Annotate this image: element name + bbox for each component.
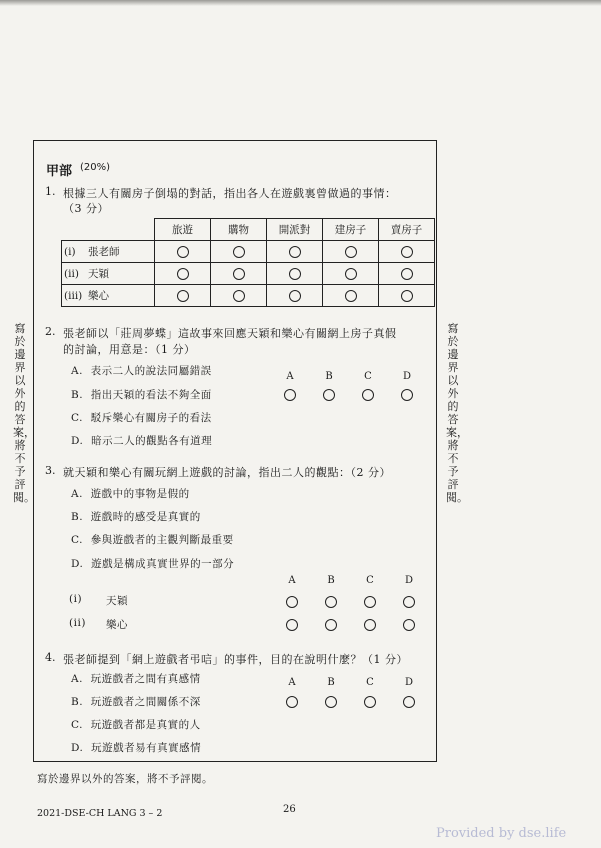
answer-bubble[interactable] xyxy=(289,268,301,280)
q1-text-line2: （3 分） xyxy=(63,202,109,215)
right-margin-note: 寫於邊界以外的答案，將不予評閱。 xyxy=(446,322,468,504)
q1-col-header: 賣房子 xyxy=(379,219,435,241)
answer-cell[interactable] xyxy=(379,241,435,263)
section-weight: (20%) xyxy=(80,162,111,173)
option-key: B. xyxy=(71,511,84,523)
option-text: 指出天穎的看法不夠全面 xyxy=(90,389,212,401)
q3-text: 就天穎和樂心有關玩網上遊戲的討論，指出二人的觀點：（2 分） xyxy=(63,466,391,479)
q4-option-a xyxy=(71,671,201,686)
answer-cell[interactable] xyxy=(211,263,267,285)
answer-cell[interactable] xyxy=(155,241,211,263)
answer-cell[interactable] xyxy=(155,263,211,285)
answer-bubble[interactable] xyxy=(345,246,357,258)
left-margin-note: 寫於邊界以外的答案，將不予評閱。 xyxy=(13,322,35,504)
q1-row-name: 樂心 xyxy=(88,290,109,302)
q1-col-header: 旅遊 xyxy=(155,219,211,241)
option-text: 遊戲是構成真實世界的一部分 xyxy=(91,558,235,570)
answer-cell[interactable] xyxy=(323,263,379,285)
answer-bubble[interactable] xyxy=(323,389,335,401)
q1-number: 1. xyxy=(45,185,56,198)
q1-row-label xyxy=(62,263,155,285)
q3-number: 3. xyxy=(45,464,56,477)
q3-option-d xyxy=(71,556,234,571)
q2-option-c xyxy=(71,410,212,425)
q1-row-num: (i) xyxy=(64,246,76,258)
q1-col-header: 開派對 xyxy=(267,219,323,241)
answer-cell[interactable] xyxy=(323,285,379,307)
q3-row-name: 樂心 xyxy=(106,619,128,631)
q1-text-line1: 根據三人有關房子倒塌的對話，指出各人在遊戲裏曾做過的事情： xyxy=(63,187,397,200)
answer-cell[interactable] xyxy=(155,285,211,307)
answer-bubble[interactable] xyxy=(233,290,245,302)
footer-note: 寫於邊界以外的答案，將不予評閱。 xyxy=(37,773,213,785)
q1-header-blank xyxy=(62,219,155,241)
q3-option-b xyxy=(71,509,201,524)
answer-bubble[interactable] xyxy=(325,596,337,608)
answer-bubble[interactable] xyxy=(364,696,376,708)
answer-letter: A xyxy=(288,677,296,688)
q4-option-b xyxy=(71,694,201,709)
option-key: D. xyxy=(71,742,84,754)
q2-option-d xyxy=(71,433,212,448)
answer-letter: B xyxy=(327,575,335,586)
q1-row-label xyxy=(62,241,155,263)
q2-text-line1: 張老師以「莊周夢蝶」這故事來回應天穎和樂心有關網上房子真假 xyxy=(63,327,397,340)
answer-letter: A xyxy=(286,371,294,382)
q1-header-row xyxy=(62,219,435,241)
option-text: 玩遊戲者都是真實的人 xyxy=(90,719,201,731)
q1-row-num: (ii) xyxy=(64,268,79,280)
answer-bubble[interactable] xyxy=(364,619,376,631)
answer-bubble[interactable] xyxy=(401,246,413,258)
page-edge-shadow xyxy=(0,0,601,6)
q4-text: 張老師提到「網上遊戲者弔唁」的事件，目的在說明什麼？（1 分） xyxy=(63,653,408,666)
q3-option-c xyxy=(71,532,234,547)
answer-bubble[interactable] xyxy=(289,290,301,302)
q3-row-name: 天穎 xyxy=(106,595,128,607)
answer-bubble[interactable] xyxy=(403,619,415,631)
option-text: 玩遊戲者易有真實感情 xyxy=(91,742,202,754)
answer-cell[interactable] xyxy=(379,285,435,307)
q2-number: 2. xyxy=(45,325,56,338)
answer-letter: B xyxy=(327,677,335,688)
option-text: 參與遊戲者的主觀判斷最重要 xyxy=(90,534,234,546)
answer-bubble[interactable] xyxy=(401,389,413,401)
answer-letter: D xyxy=(404,575,414,586)
answer-bubble[interactable] xyxy=(284,389,296,401)
option-key: B. xyxy=(71,696,84,708)
answer-bubble[interactable] xyxy=(289,246,301,258)
q1-col-header: 購物 xyxy=(211,219,267,241)
answer-bubble[interactable] xyxy=(345,268,357,280)
answer-letter: C xyxy=(366,575,374,586)
option-key: C. xyxy=(71,412,83,424)
answer-bubble[interactable] xyxy=(401,268,413,280)
table-row xyxy=(62,285,435,307)
option-key: A. xyxy=(71,365,83,377)
q3-row-num: (ii) xyxy=(69,617,86,629)
option-key: D. xyxy=(71,558,84,570)
answer-letter: D xyxy=(402,371,412,382)
answer-letter: C xyxy=(366,677,374,688)
q2-option-a xyxy=(71,363,212,378)
option-key: A. xyxy=(71,673,83,685)
answer-letter: C xyxy=(364,371,372,382)
answer-bubble[interactable] xyxy=(345,290,357,302)
answer-letter: D xyxy=(404,677,414,688)
option-text: 玩遊戲者之間關係不深 xyxy=(90,696,201,708)
q3-row-num: (i) xyxy=(69,593,83,605)
q1-answer-grid xyxy=(61,218,435,307)
option-text: 遊戲時的感受是真實的 xyxy=(90,511,201,523)
answer-bubble[interactable] xyxy=(177,268,189,280)
answer-cell[interactable] xyxy=(267,241,323,263)
answer-bubble[interactable] xyxy=(403,696,415,708)
option-key: B. xyxy=(71,389,84,401)
q1-row-label xyxy=(62,285,155,307)
option-text: 遊戲中的事物是假的 xyxy=(90,488,190,500)
answer-letter: B xyxy=(325,371,333,382)
q1-row-num: (iii) xyxy=(64,290,83,302)
q1-row-name: 張老師 xyxy=(88,246,120,258)
option-text: 玩遊戲者之間有真感情 xyxy=(90,673,201,685)
q3-option-a xyxy=(71,486,190,501)
answer-bubble[interactable] xyxy=(325,619,337,631)
q2-option-b xyxy=(71,387,212,402)
answer-cell[interactable] xyxy=(211,285,267,307)
q4-number: 4. xyxy=(45,651,56,664)
answer-bubble[interactable] xyxy=(286,596,298,608)
answer-bubble[interactable] xyxy=(401,290,413,302)
answer-bubble[interactable] xyxy=(403,596,415,608)
answer-bubble[interactable] xyxy=(286,619,298,631)
answer-bubble[interactable] xyxy=(233,246,245,258)
section-title: 甲部 xyxy=(46,164,73,179)
option-key: A. xyxy=(71,488,83,500)
answer-letter: A xyxy=(288,575,296,586)
answer-cell[interactable] xyxy=(267,263,323,285)
answer-cell[interactable] xyxy=(211,241,267,263)
answer-bubble[interactable] xyxy=(364,596,376,608)
answer-bubble[interactable] xyxy=(286,696,298,708)
table-row xyxy=(62,263,435,285)
q1-col-header: 建房子 xyxy=(323,219,379,241)
option-key: C. xyxy=(71,719,83,731)
answer-cell[interactable] xyxy=(267,285,323,307)
answer-cell[interactable] xyxy=(379,263,435,285)
q1-row-name: 天穎 xyxy=(88,268,109,280)
q4-option-d xyxy=(71,740,201,755)
option-key: C. xyxy=(71,534,83,546)
q4-option-c xyxy=(71,717,201,732)
option-text: 駁斥樂心有關房子的看法 xyxy=(90,412,212,424)
option-key: D. xyxy=(71,435,84,447)
option-text: 暗示二人的觀點各有道理 xyxy=(91,435,213,447)
paper-code: 2021-DSE-CH LANG 3 – 2 xyxy=(37,808,163,819)
answer-bubble[interactable] xyxy=(233,268,245,280)
answer-bubble[interactable] xyxy=(362,389,374,401)
table-row xyxy=(62,241,435,263)
answer-bubble[interactable] xyxy=(177,290,189,302)
option-text: 表示二人的說法同屬錯誤 xyxy=(90,365,212,377)
page-number: 26 xyxy=(283,804,296,815)
answer-bubble[interactable] xyxy=(325,696,337,708)
provided-by-watermark: Provided by dse.life xyxy=(436,826,567,841)
answer-bubble[interactable] xyxy=(177,246,189,258)
q2-text-line2: 的討論，用意是：（1 分） xyxy=(63,343,196,356)
answer-cell[interactable] xyxy=(323,241,379,263)
